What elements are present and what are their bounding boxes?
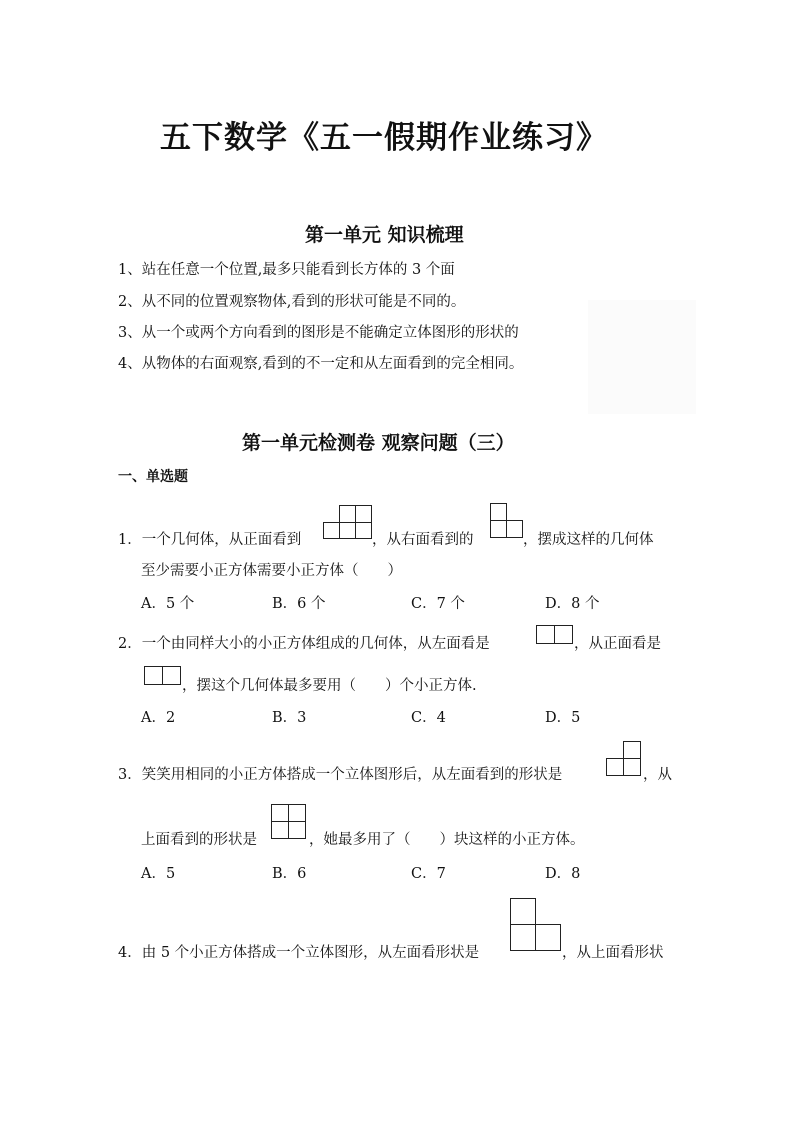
q2-text-b: ，从正面看是 xyxy=(574,636,661,652)
q2-option-c[interactable]: C．4 xyxy=(411,710,446,726)
knowledge-item: 4、从物体的右面观察,看到的不一定和从左面看到的完全相同。 xyxy=(118,356,524,372)
q2-option-a[interactable]: A．2 xyxy=(141,710,176,726)
page-title: 五下数学《五一假期作业练习》 xyxy=(160,120,608,156)
q3-option-c[interactable]: C．7 xyxy=(411,866,446,882)
q1-option-a[interactable]: A．5 个 xyxy=(141,596,195,612)
knowledge-item: 1、站在任意一个位置,最多只能看到长方体的 3 个面 xyxy=(118,262,455,278)
faint-image-area xyxy=(588,300,696,414)
q1-text-b: ，从右面看到的 xyxy=(372,532,474,548)
q3-text-a: 3．笑笑用相同的小正方体搭成一个立体图形后，从左面看到的形状是 xyxy=(118,767,563,783)
knowledge-item: 2、从不同的位置观察物体,看到的形状可能是不同的。 xyxy=(118,294,466,310)
q1-option-b[interactable]: B．6 个 xyxy=(272,596,326,612)
q2-option-b[interactable]: B．3 xyxy=(272,710,307,726)
q3-text-b: ，从 xyxy=(643,767,672,783)
knowledge-item: 3、从一个或两个方向看到的图形是不能确定立体图形的形状的 xyxy=(118,325,519,341)
q3-text-c: 上面看到的形状是 xyxy=(141,832,257,848)
q1-option-d[interactable]: D．8 个 xyxy=(545,596,600,612)
q2-text-c: ，摆这个几何体最多要用（ ）个小正方体. xyxy=(182,678,477,694)
knowledge-heading: 第一单元 知识梳理 xyxy=(305,224,464,246)
q1-text-c: ，摆成这样的几何体 xyxy=(523,532,654,548)
q3-option-b[interactable]: B．6 xyxy=(272,866,307,882)
q3-text-d: ，她最多用了（ ）块这样的小正方体。 xyxy=(309,832,585,848)
q2-text-a: 2．一个由同样大小的小正方体组成的几何体，从左面看是 xyxy=(118,636,490,652)
q2-option-d[interactable]: D．5 xyxy=(545,710,581,726)
q3-option-a[interactable]: A．5 xyxy=(141,866,176,882)
q3-option-d[interactable]: D．8 xyxy=(545,866,581,882)
q4-text-a: 4．由 5 个小正方体搭成一个立体图形，从左面看形状是 xyxy=(118,945,480,961)
q1-option-c[interactable]: C．7 个 xyxy=(411,596,465,612)
test-heading: 第一单元检测卷 观察问题（三） xyxy=(242,432,515,454)
q1-text-a: 1．一个几何体，从正面看到 xyxy=(118,532,302,548)
q1-text-d: 至少需要小正方体需要小正方体（ ） xyxy=(141,563,402,579)
q4-text-b: ，从上面看形状 xyxy=(562,945,664,961)
section-heading: 一、单选题 xyxy=(118,469,188,485)
